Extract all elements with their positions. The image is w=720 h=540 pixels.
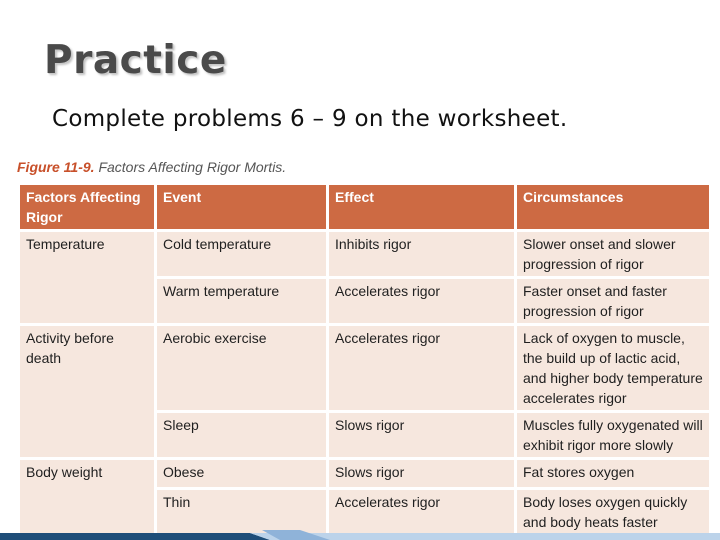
event-cell: Cold temperature — [156, 231, 328, 278]
rigor-factors-table — [17, 182, 712, 537]
effect-cell: Accelerates rigor — [328, 489, 516, 536]
header-event: Event — [156, 184, 328, 231]
event-cell: Sleep — [156, 412, 328, 459]
factor-cell: Temperature — [19, 231, 156, 325]
table-row — [19, 231, 711, 278]
effect-cell: Slows rigor — [328, 459, 516, 489]
event-cell: Obese — [156, 459, 328, 489]
circumstances-cell: Lack of oxygen to muscle, the build up of lactic acid, and higher body temperature accelerates rigor — [516, 325, 711, 412]
figure-caption-text: Factors Affecting Rigor Mortis. — [98, 159, 287, 175]
table-row — [19, 459, 711, 489]
event-cell: Thin — [156, 489, 328, 536]
factor-cell: Body weight — [19, 459, 156, 536]
event-cell: Aerobic exercise — [156, 325, 328, 412]
event-cell: Warm temperature — [156, 278, 328, 325]
effect-cell: Accelerates rigor — [328, 325, 516, 412]
figure-number: Figure 11-9. — [17, 159, 95, 175]
circumstances-cell: Body loses oxygen quickly and body heats faster — [516, 489, 711, 536]
circumstances-cell: Faster onset and faster progression of rigor — [516, 278, 711, 325]
slide-title: Practice — [44, 38, 227, 83]
slide-subtitle: Complete problems 6 – 9 on the worksheet. — [52, 106, 568, 132]
bottom-accent-bar — [0, 530, 720, 540]
effect-cell: Inhibits rigor — [328, 231, 516, 278]
table-row — [19, 325, 711, 412]
header-factors: Factors Affecting Rigor — [19, 184, 156, 231]
factor-cell: Activity before death — [19, 325, 156, 459]
figure-caption — [17, 159, 286, 175]
circumstances-cell: Fat stores oxygen — [516, 459, 711, 489]
circumstances-cell: Slower onset and slower progression of rigor — [516, 231, 711, 278]
effect-cell: Slows rigor — [328, 412, 516, 459]
header-effect: Effect — [328, 184, 516, 231]
table-header-row — [19, 184, 711, 231]
effect-cell: Accelerates rigor — [328, 278, 516, 325]
header-circumstances: Circumstances — [516, 184, 711, 231]
circumstances-cell: Muscles fully oxygenated will exhibit rigor more slowly — [516, 412, 711, 459]
